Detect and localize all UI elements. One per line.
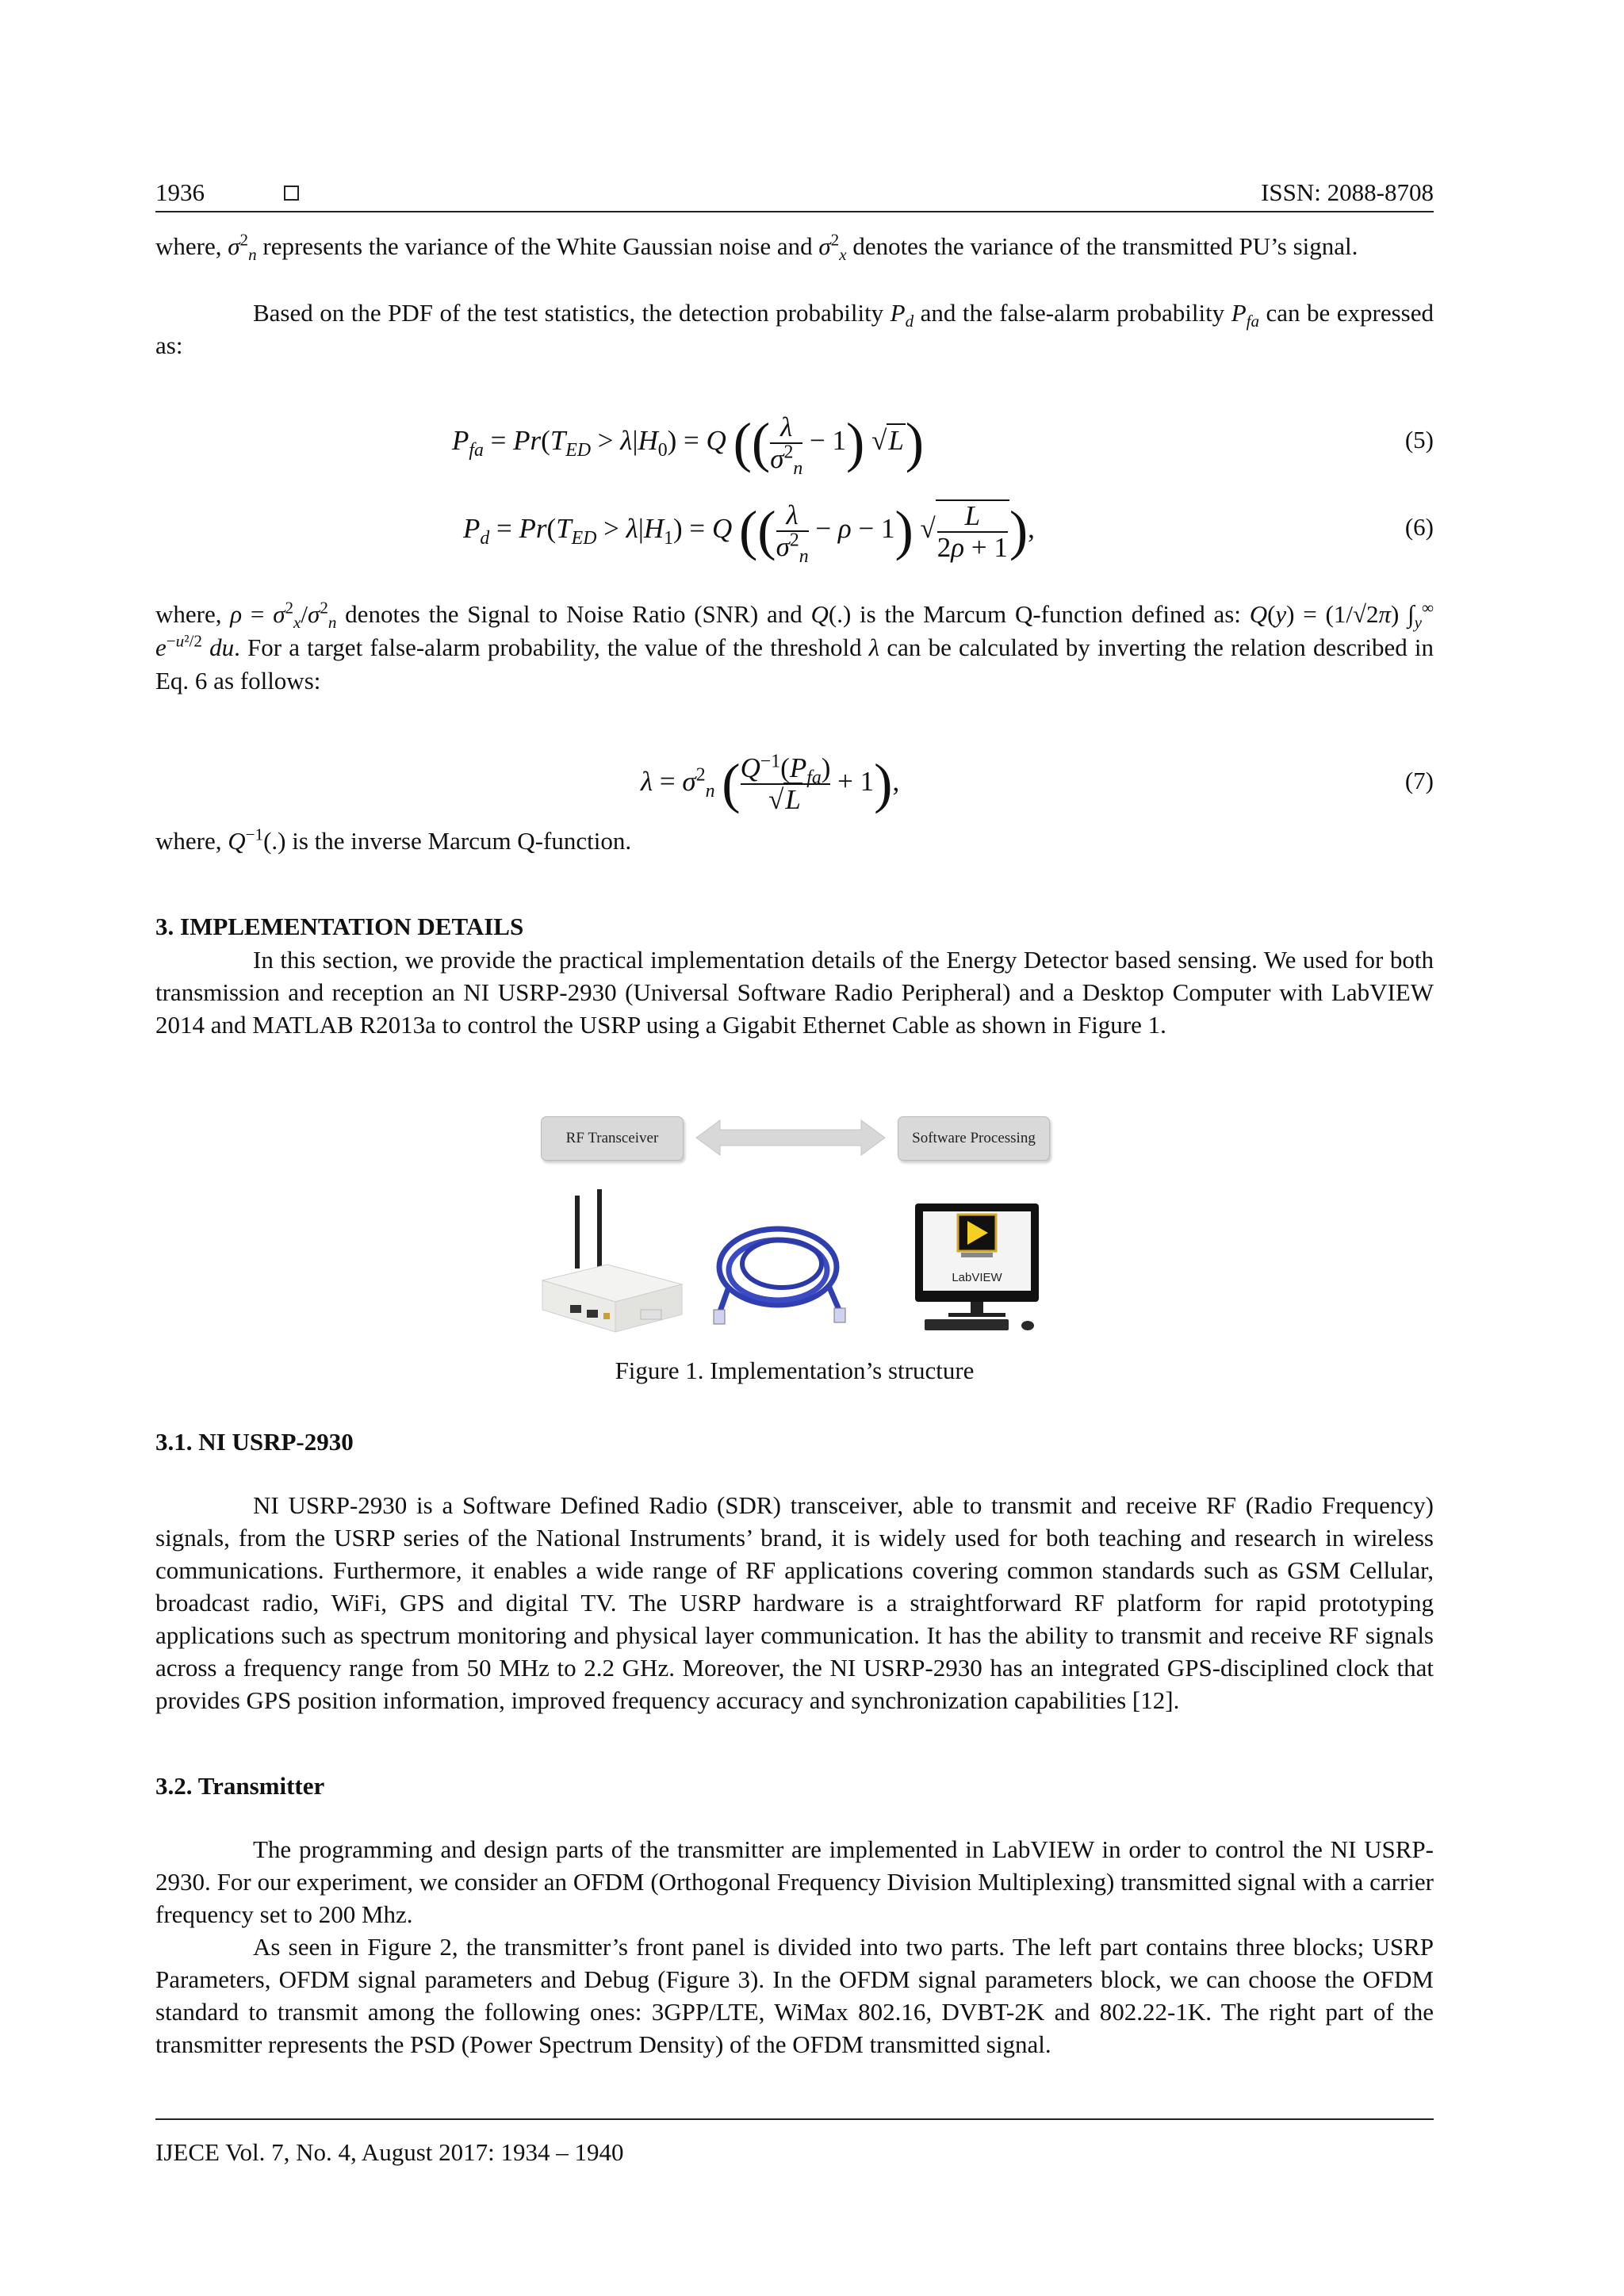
figure-1 [155, 1102, 1434, 1340]
section-heading-3: 3. IMPLEMENTATION DETAILS [155, 913, 524, 940]
figure-1-caption: Figure 1. Implementation’s structure [615, 1357, 975, 1384]
ethernet-cable-icon [714, 1229, 845, 1324]
section-heading-3-1: 3.1. NI USRP-2930 [155, 1428, 354, 1456]
section-3-2-text: The programming and design parts of the transmitter are implemented in LabVIEW in order to control the NI USRP-2930. For our experiment, we consider an OFDM (Orthogonal Frequency Division Multiplexing) transmitted signal with a carrier frequency set to 200 Mhz. As seen in Figure 2, the transmitter’s front panel is divided into two parts. The left part contains three blocks; USRP Parameters, OFDM signal parameters and Debug (Figure 3). In the OFDM signal parameters block, we can choose the OFDM standard to transmit among the following ones: 3GPP/LTE, WiMax 802.16, DVBT-2K and 802.22-1K. The right part of the transmitter represents the PSD (Power Spectrum Density) of the OFDM transmitted signal. [155, 1835, 1434, 2058]
labview-monitor-text: LabVIEW [952, 1271, 1002, 1284]
issn: ISSN: 2088-8708 [1261, 178, 1434, 206]
paragraph-probabilities: Based on the PDF of the test statistics, the detection probability $P_d$ and the false-alarm probability $P_{fa}$ can be expressed as: [155, 299, 1434, 359]
usrp-device-icon [542, 1189, 682, 1332]
paper-page [155, 0, 1434, 2296]
page-header [155, 176, 1434, 212]
section-3-1-text: NI USRP-2930 is a Software Defined Radio (SDR) transceiver, able to transmit and receive RF (Radio Frequency) signals, from the USRP series of the National Instruments’ brand, it is widely used for both teaching and research in wireless communications. Furthermore, it enables a wide range of RF applications covering common standards such as GSM Cellular, broadcast radio, WiFi, GPS and digital TV. The USRP hardware is a straightforward RF platform for rapid prototyping applications such as spectrum monitoring and physical layer communication. It has the ability to transmit and receive RF signals across a frequency range from 50 MHz to 2.2 GHz. Moreover, the NI USRP-2930 has an integrated GPS-disciplined clock that provides GPS position information, improved frequency accuracy and synchronization capabilities [12]. [155, 1491, 1434, 1714]
paragraph-inverse-q: where, $Q^{-1}(.)$ is the inverse Marcum Q-function. [155, 825, 632, 855]
desktop-computer-icon [915, 1203, 1039, 1330]
equation-number-5: (5) [1404, 426, 1434, 453]
paragraph-snr-qfunction: where, $\rho = \sigma^2_x/\sigma^2_n$ denotes the Signal to Noise Ratio (SNR) and Q(.) is the Marcum Q-function defined as: Q(y) = (1/√2π) $\int_y^\infty$ $e^{-u^2/2}$ du. For a target false-alarm probability, the value of the threshold λ can be calculated by inverting the relation described in Eq. 6 as follows: [155, 598, 1434, 695]
double-arrow-icon [696, 1120, 885, 1155]
journal-citation: IJECE Vol. 7, No. 4, August 2017: 1934 – 1940 [155, 2138, 624, 2166]
paragraph-variance: where, $\sigma^2_n$ represents the variance of the White Gaussian noise and $\sigma^2_x$ denotes the variance of the transmitted PU’s signal. [155, 230, 1358, 265]
equation-number-7: (7) [1404, 767, 1434, 794]
equation-7: $\lambda = \sigma^2_n$ ( $\frac{Q^{-1}(P_{fa})}{√L}$ + 1), (7) [641, 751, 1434, 815]
equation-5: $P_{fa} = Pr(T_{ED} > \lambda|H_0) = Q$ (( $\frac{\lambda}{\sigma^2_n}$ − 1) √L) (5) [452, 411, 1434, 479]
figure-1-illustration [155, 1102, 1434, 1340]
equation-6: $P_d = Pr(T_{ED} > \lambda|H_1) = Q$ (( $\frac{\lambda}{\sigma^2_n}$ − ρ − 1) √ $\frac{L}{2\rho + 1}$ ), (6) [463, 499, 1434, 567]
equation-number-6: (6) [1404, 513, 1434, 541]
software-processing-label: Software Processing [898, 1116, 1050, 1161]
page-footer [155, 2118, 1434, 2168]
section-heading-3-2: 3.2. Transmitter [155, 1772, 325, 1800]
rf-transceiver-label: RF Transceiver [541, 1116, 684, 1161]
header-square-icon [284, 186, 299, 201]
page-number: 1936 [155, 178, 205, 206]
section-3-text: In this section, we provide the practical implementation details of the Energy Detector based sensing. We used for both transmission and reception an NI USRP-2930 (Universal Software Radio Peripheral) and a Desktop Computer with LabVIEW 2014 and MATLAB R2013a to control the USRP using a Gigabit Ethernet Cable as shown in Figure 1. [155, 946, 1434, 1039]
